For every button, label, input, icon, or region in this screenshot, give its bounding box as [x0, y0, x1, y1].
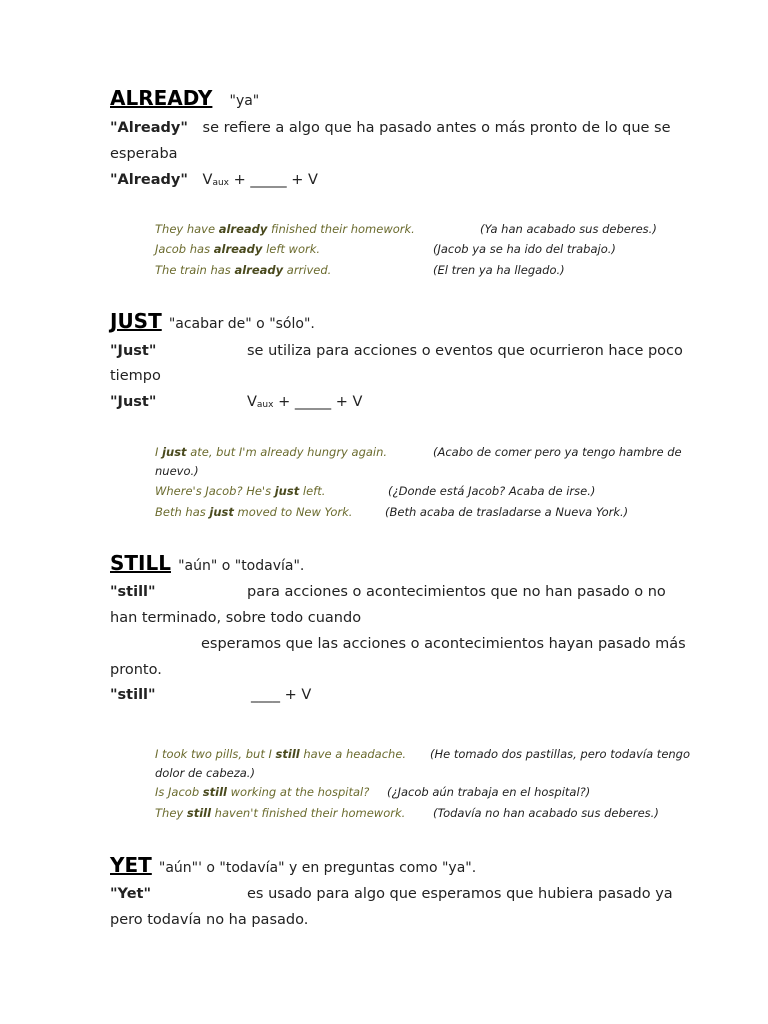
still-example-2-en: Is Jacob still working at the hospital? [155, 785, 370, 799]
just-formula [247, 394, 362, 410]
just-example-2-es: (¿Donde está Jacob? Acaba de irse.) [388, 484, 596, 498]
already-def-term: "Already" [110, 120, 188, 136]
still-example-1-es-cont: dolor de cabeza.) [155, 766, 255, 780]
just-form-aux: aux [256, 400, 274, 410]
still-definition-line3: esperamos que las acciones o acontecimientos hayan pasado más [201, 636, 686, 652]
just-def-text: se utiliza para acciones o eventos que ocurrieron hace poco [247, 343, 683, 359]
already-example-3-en: The train has already arrived. [155, 263, 332, 277]
still-form-term: "still" [110, 687, 156, 703]
just-translation: "acabar de" o "sólo". [168, 316, 315, 332]
just-example-1-en: I just ate, but I'm already hungry again. [155, 445, 388, 459]
just-form-term: "Just" [110, 394, 157, 410]
still-definition-line4: pronto. [110, 662, 162, 678]
already-example-2-es: (Jacob ya se ha ido del trabajo.) [433, 242, 616, 256]
yet-definition-line2: pero todavía no ha pasado. [110, 912, 309, 928]
just-example-1-es: (Acabo de comer pero ya tengo hambre de [433, 445, 682, 459]
just-example-2-en: Where's Jacob? He's just left. [155, 484, 326, 498]
already-definition-line2: esperaba [110, 146, 178, 162]
just-form-rest: + _____ + V [273, 394, 363, 410]
already-form-rest: + _____ + V [228, 172, 318, 188]
still-heading [110, 551, 304, 575]
already-definition-line1 [110, 120, 671, 136]
already-form-v: V [202, 172, 213, 188]
just-form-v: V [247, 394, 257, 410]
already-translation: "ya" [229, 93, 260, 109]
still-example-1-en: I took two pills, but I still have a headache. [155, 747, 407, 761]
already-example-3-es: (El tren ya ha llegado.) [433, 263, 565, 277]
just-definition-line1 [110, 343, 156, 359]
yet-heading [110, 853, 476, 877]
still-example-3-es: (Todavía no han acabado sus deberes.) [433, 806, 659, 820]
already-example-1-en: They have already finished their homework. [155, 222, 415, 236]
already-heading [110, 86, 259, 110]
still-translation: "aún" o "todavía". [178, 558, 305, 574]
already-form-aux: aux [212, 178, 229, 188]
just-definition-line2: tiempo [110, 368, 161, 384]
still-example-1-es: (He tomado dos pastillas, pero todavía tengo [430, 747, 691, 761]
still-example-2-es: (¿Jacob aún trabaja en el hospital?) [387, 785, 591, 799]
already-title: ALREADY [110, 86, 213, 110]
still-definition-line2: han terminado, sobre todo cuando [110, 610, 362, 626]
yet-def-term: "Yet" [110, 886, 152, 902]
yet-def-text: es usado para algo que esperamos que hubiera pasado ya [247, 886, 673, 902]
still-example-3-en: They still haven't finished their homework. [155, 806, 406, 820]
still-formula: ____ + V [251, 687, 312, 703]
yet-translation: "aún"' o "todavía" y en preguntas como "ya". [158, 860, 477, 876]
just-heading [110, 309, 315, 333]
just-example-3-en: Beth has just moved to New York. [155, 505, 353, 519]
still-def-term: "still" [110, 584, 156, 600]
just-example-1-es-cont: nuevo.) [155, 464, 199, 478]
already-form-term: "Already" [110, 172, 188, 188]
already-formula [110, 172, 318, 188]
just-title: JUST [110, 309, 162, 333]
yet-title: YET [110, 853, 152, 877]
already-def-text: se refiere a algo que ha pasado antes o más pronto de lo que se [202, 120, 671, 136]
already-example-2-en: Jacob has already left work. [155, 242, 321, 256]
just-example-3-es: (Beth acaba de trasladarse a Nueva York.) [385, 505, 629, 519]
still-def-text: para acciones o acontecimientos que no han pasado o no [247, 584, 666, 600]
still-title: STILL [110, 551, 171, 575]
already-example-1-es: (Ya han acabado sus deberes.) [480, 222, 657, 236]
just-def-term: "Just" [110, 343, 157, 359]
